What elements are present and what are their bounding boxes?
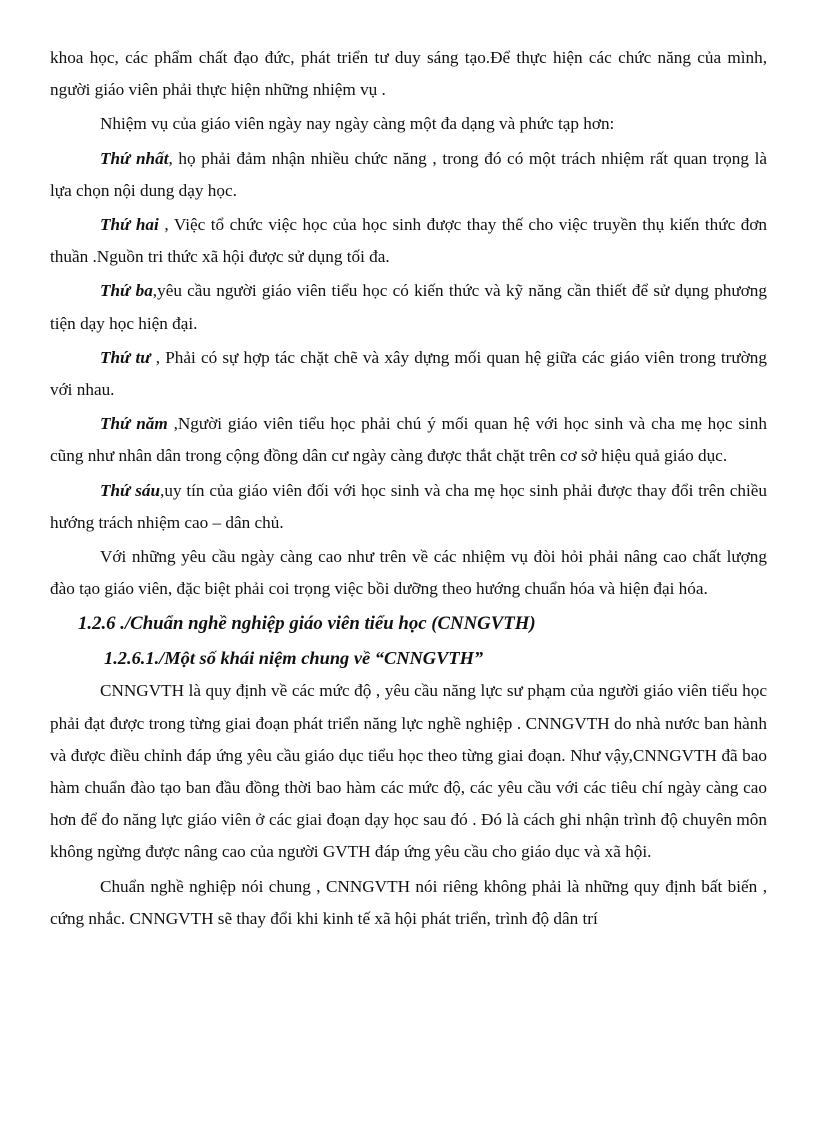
duty-lead: Thứ năm — [100, 414, 168, 434]
duty-lead: Thứ nhất — [100, 148, 169, 168]
duty-paragraph-4 — [50, 342, 767, 406]
duty-text: ,Người giáo viên tiểu học phải chú ý mối quan hệ với học sinh và cha mẹ học sinh cũng như nhân dân trong cộng đồng dân cư ngày càng được thắt chặt trên cơ sở hiệu quả giáo dục. — [50, 414, 767, 466]
duty-text: , Phải có sự hợp tác chặt chẽ và xây dựng mối quan hệ giữa các giáo viên trong trường với nhau. — [50, 347, 767, 400]
duty-paragraph-1 — [50, 143, 767, 207]
definition-paragraph: CNNGVTH là quy định về các mức độ , yêu cầu năng lực sư phạm của người giáo viên tiểu học phải đạt được trong từng giai đoạn phát triển năng lực nghề nghiệp . CNNGVTH do nhà nước ban hành và được điều chỉnh đáp ứng yêu cầu giáo dục tiểu học theo từng giai đoạn. Như vậy,CNNGVTH đã bao hàm chuẩn đào tạo ban đầu đồng thời bao hàm các mức độ, các yêu cầu với các tiêu chí ngày càng cao hơn để đo năng lực giáo viên ở các giai đoạn dạy học sau đó . Đó là cách ghi nhận trình độ chuyên môn không ngừng được nâng cao của người GVTH đáp ứng yêu cầu cho giáo dục và xã hội. — [50, 681, 767, 862]
intro-paragraph: khoa học, các phẩm chất đạo đức, phát triển tư duy sáng tạo.Để thực hiện các chức năng của mình, người giáo viên phải thực hiện những nhiệm vụ . — [50, 48, 767, 100]
duty-paragraph-3 — [50, 275, 767, 339]
duty-text: , họ phải đảm nhận nhiều chức năng , trong đó có một trách nhiệm rất quan trọng là lựa chọn nội dung dạy học. — [50, 148, 767, 200]
document-page — [50, 42, 767, 937]
closing-paragraph: Chuẩn nghề nghiệp nói chung , CNNGVTH nói riêng không phải là những quy định bất biến , cứng nhắc. CNNGVTH sẽ thay đổi khi kinh tế xã hội phát triển, trình độ dân trí — [50, 876, 767, 928]
duty-lead: Thứ tư — [100, 347, 151, 367]
tasks-intro-paragraph: Nhiệm vụ của giáo viên ngày nay ngày càng một đa dạng và phức tạp hơn: — [100, 114, 615, 134]
duty-lead: Thứ sáu — [100, 480, 161, 500]
subsection-heading: 1.2.6.1./Một số khái niệm chung về “CNNGVTH” — [104, 648, 484, 669]
duty-lead: Thứ ba — [100, 281, 153, 301]
duty-text: ,yêu cầu người giáo viên tiểu học có kiến thức và kỹ năng cần thiết để sử dụng phương tiện dạy học hiện đại. — [50, 281, 767, 333]
duty-paragraph-2 — [50, 209, 767, 273]
duty-paragraph-6 — [50, 475, 767, 539]
duty-text: , Việc tổ chức việc học của học sinh được thay thế cho việc truyền thụ kiến thức đơn thuần .Nguồn tri thức xã hội được sử dụng tối đa. — [50, 215, 767, 267]
duty-paragraph-5 — [50, 408, 767, 472]
duty-lead: Thứ hai — [100, 215, 159, 235]
section-heading: 1.2.6 ./Chuẩn nghề nghiệp giáo viên tiểu học (CNNGVTH) — [78, 613, 536, 635]
duty-text: ,uy tín của giáo viên đối với học sinh và cha mẹ học sinh phải được thay đổi trên chiều hướng trách nhiệm cao – dân chủ. — [50, 480, 767, 532]
conclusion-paragraph: Với những yêu cầu ngày càng cao như trên về các nhiệm vụ đòi hỏi phải nâng cao chất lượng đào tạo giáo viên, đặc biệt phải coi trọng việc bồi dưỡng theo hướng chuẩn hóa và hiện đại hóa. — [50, 547, 767, 599]
